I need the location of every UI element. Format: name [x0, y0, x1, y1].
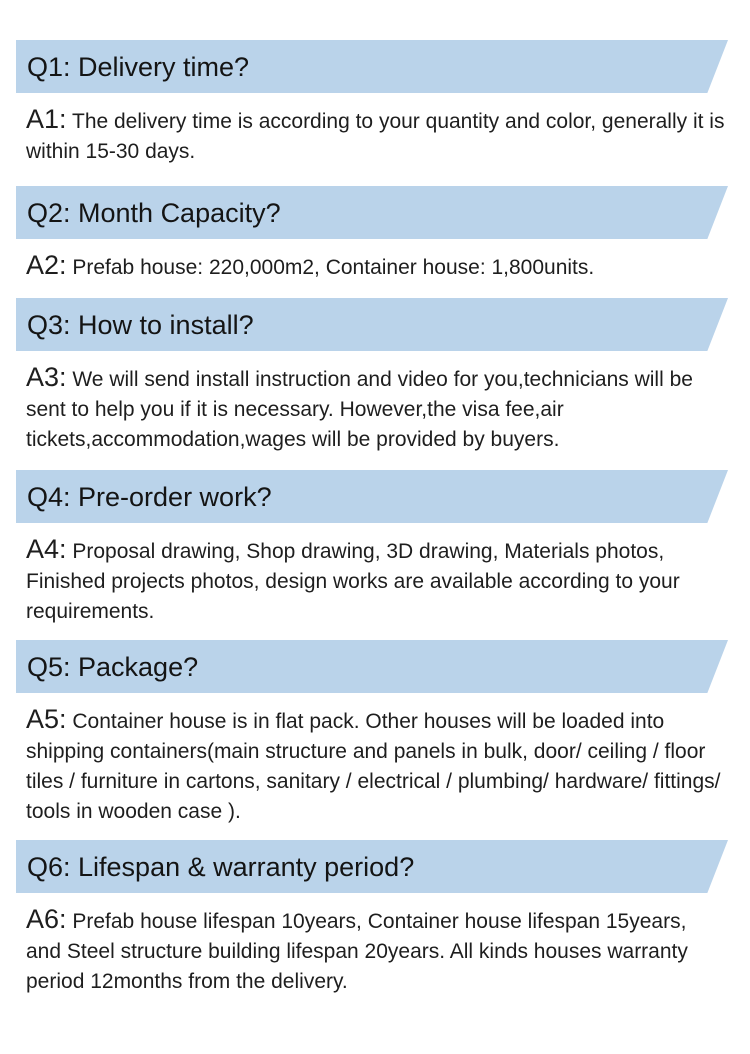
answer-text-5: Container house is in flat pack. Other houses will be loaded into shipping containers(main structure and panels in bulk, door/ ceiling / floor tiles / furniture in cartons, sanitary / electrical / plumbing/ hardware/ fittings/ tools in wooden case ). — [26, 710, 721, 823]
answer-4 — [26, 534, 726, 627]
answer-5 — [26, 704, 726, 827]
answer-text-6: Prefab house lifespan 10years, Container house lifespan 15years, and Steel structure building lifespan 20years. All kinds houses warranty period 12months from the delivery. — [26, 910, 688, 993]
question-6: Q6: Lifespan & warranty period? — [27, 852, 415, 882]
answer-text-1: The delivery time is according to your quantity and color, generally it is within 15-30 days. — [26, 110, 725, 163]
answer-3 — [26, 362, 726, 455]
answer-6 — [26, 904, 726, 997]
answer-2 — [26, 250, 726, 283]
answer-text-4: Proposal drawing, Shop drawing, 3D drawing, Materials photos, Finished projects photos, design works are available according to your requirements. — [26, 540, 680, 623]
question-5: Q5: Package? — [27, 652, 199, 682]
question-2: Q2: Month Capacity? — [27, 198, 281, 228]
answer-label-4: A4: — [26, 534, 67, 564]
answer-text-3: We will send install instruction and video for you,technicians will be sent to help you if it is necessary. However,the visa fee,air tickets,accommodation,wages will be provided by buyers. — [26, 368, 693, 451]
answer-label-5: A5: — [26, 704, 67, 734]
answer-label-6: A6: — [26, 904, 67, 934]
answer-label-3: A3: — [26, 362, 67, 392]
question-4: Q4: Pre-order work? — [27, 482, 272, 512]
answer-label-2: A2: — [26, 250, 67, 280]
answer-1 — [26, 104, 726, 167]
question-3: Q3: How to install? — [27, 310, 254, 340]
question-1: Q1: Delivery time? — [27, 52, 250, 82]
answer-label-1: A1: — [26, 104, 67, 134]
answer-text-2: Prefab house: 220,000m2, Container house: 1,800units. — [66, 256, 595, 279]
